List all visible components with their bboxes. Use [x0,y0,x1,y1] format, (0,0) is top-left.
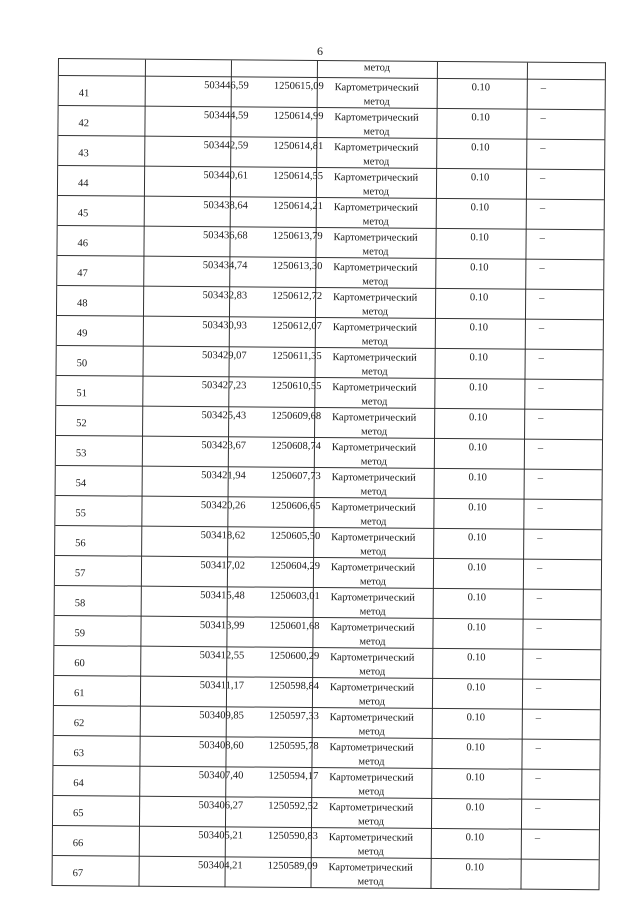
point-number: 48 [77,298,88,310]
accuracy-value: 0.10 [468,532,487,544]
coordinate-x: 503423,67 [201,440,247,452]
method-line-1: Картометрический [330,652,415,664]
method-cell [320,411,428,440]
method-line-1: Картометрический [333,262,418,274]
method-line-2: метод [359,636,386,648]
point-number: 44 [77,178,89,190]
method-cell [318,681,426,710]
method-cell [319,561,427,590]
table-row [52,856,598,890]
method-cell [319,591,427,620]
table-row [54,706,600,740]
method-line-2: метод [361,306,389,318]
note-value: – [540,112,546,124]
accuracy-value: 0.10 [469,352,488,364]
coordinate-x: 503405,21 [198,830,243,842]
method-cell [322,171,430,200]
coordinate-x: 503421,94 [201,470,246,482]
method-line-1: Картометрический [334,112,419,124]
method-cell [319,501,427,530]
coordinate-y: 1250595,78 [268,740,319,753]
coordinate-y: 1250613,79 [272,230,323,243]
coordinate-x: 503430,93 [202,320,247,332]
method-line-2: метод [361,336,388,348]
method-cell [322,111,430,140]
method-cell [321,261,429,290]
method-line-1: Картометрический [334,142,419,154]
point-number: 57 [74,568,86,580]
accuracy-value: 0.10 [466,772,485,784]
method-cell [322,201,430,230]
table-row [58,106,604,140]
coordinate-y: 1250615,09 [273,80,324,93]
coordinate-y: 1250590,83 [267,830,318,843]
method-line-1: Картометрический [330,562,416,574]
point-number: 67 [72,868,84,880]
method-line-1: Картометрический [333,202,418,214]
method-line-1: Картометрический [332,352,417,364]
method-cell [321,231,429,260]
note-value: – [540,172,546,184]
method-line-2: метод [360,546,387,558]
point-number: 55 [75,508,86,520]
coordinate-x: 503409,85 [199,710,244,722]
method-line-1: Картометрический [331,502,416,514]
coordinate-y: 1250609,68 [271,410,322,423]
note-value: – [539,292,545,304]
method-cell [317,831,425,860]
note-value: – [538,412,544,424]
method-cell [318,621,426,650]
note-value: – [539,232,545,244]
coordinate-y: 1250594,17 [268,770,319,783]
method-line-2: метод [360,426,388,438]
coordinate-y: 1250614,81 [273,140,324,153]
table-row [56,466,602,500]
coordinate-x: 503444,59 [203,110,249,122]
coordinate-y: 1250604,29 [270,560,321,573]
note-value: – [535,712,542,724]
point-number: 43 [78,148,89,160]
table-row [53,796,599,830]
method-line-2: метод [357,816,385,828]
method-line-2: метод [361,366,388,378]
note-value: – [539,202,546,214]
note-value: – [536,592,543,604]
note-value: – [537,532,543,544]
method-line-1: Картометрический [334,82,419,94]
method-line-2: метод [359,606,386,618]
coordinate-x: 503440,61 [203,170,249,182]
note-value: – [536,652,542,664]
coordinate-y: 1250612,07 [271,320,322,333]
point-number: 56 [75,538,86,550]
point-number: 49 [76,328,88,340]
method-line-1: Картометрический [328,802,414,814]
coordinate-y: 1250610,55 [271,380,322,393]
point-number: 62 [73,718,85,730]
method-line-1: Картометрический [332,412,417,424]
table-row [58,136,604,170]
coordinates-table [51,58,605,890]
note-value: – [537,472,544,484]
point-number: 58 [74,598,86,610]
table-row [59,76,605,110]
coordinate-y: 1250589,09 [267,860,318,873]
accuracy-value: 0.10 [467,622,486,634]
accuracy-value: 0.10 [466,682,486,694]
note-value: – [536,562,543,574]
method-line-1: Картометрический [329,742,414,754]
point-number: 59 [74,628,86,640]
note-value: – [537,442,544,454]
accuracy-value: 0.10 [465,802,485,814]
method-line-1: Картометрический [331,442,417,454]
method-cell [320,351,428,380]
method-line-2: метод [362,186,390,198]
coordinate-x: 503432,83 [202,290,248,302]
coordinate-x: 503418,62 [200,530,246,542]
method-continuation: метод [363,62,390,74]
method-line-1: Картометрический [329,712,414,724]
table-row [58,166,604,200]
accuracy-value: 0.10 [465,832,485,844]
page-number: 6 [317,44,323,58]
table-row [55,586,601,620]
accuracy-value: 0.10 [471,142,490,154]
method-line-2: метод [360,456,387,468]
method-line-2: метод [362,216,389,228]
note-value: – [535,802,541,814]
accuracy-value: 0.10 [470,232,489,244]
method-line-2: метод [357,846,384,858]
coordinate-x: 503438,64 [203,200,248,212]
coordinate-y: 1250601,68 [269,620,320,633]
table-row [55,526,601,560]
note-value: – [538,322,545,334]
coordinate-y: 1250608,74 [271,440,321,453]
coordinate-y: 1250606,65 [270,500,321,513]
coordinate-x: 503415,48 [200,590,245,602]
accuracy-value: 0.10 [468,472,487,484]
method-cell [320,471,428,500]
accuracy-value: 0.10 [469,322,489,334]
method-line-1: Картометрический [333,172,419,184]
point-number: 41 [78,88,90,100]
coordinate-x: 503446,59 [204,80,249,92]
table-row [53,736,599,770]
accuracy-value: 0.10 [467,592,487,604]
coordinate-y: 1250614,99 [273,110,324,123]
point-number: 53 [75,448,87,460]
coordinate-x: 503442,59 [203,140,249,152]
point-number: 52 [76,418,87,430]
method-line-1: Картометрический [329,682,415,694]
coordinate-y: 1250611,35 [272,350,322,363]
table-body [52,76,604,890]
method-line-2: метод [363,156,390,168]
coordinate-y: 1250598,84 [269,680,320,693]
accuracy-value: 0.10 [470,202,490,214]
method-cell [317,801,425,830]
method-line-1: Картометрический [332,322,418,334]
method-cell [317,771,425,800]
table-row [57,346,603,380]
note-value: – [534,832,541,844]
accuracy-value: 0.10 [468,412,488,424]
method-line-2: метод [359,666,386,678]
method-cell [319,531,427,560]
table-row [55,496,601,530]
method-cell [316,861,424,890]
table-row [53,826,599,860]
table-row [54,646,600,680]
accuracy-value: 0.10 [467,652,486,664]
coordinate-y: 1250612,72 [272,290,323,303]
point-number: 66 [72,838,84,850]
method-line-2: метод [359,576,386,588]
method-line-2: метод [360,486,387,498]
coordinate-x: 503408,60 [198,740,244,752]
point-number: 45 [77,208,89,220]
note-value: – [535,772,541,784]
method-line-2: метод [363,96,390,108]
note-value: – [539,262,545,274]
accuracy-value: 0.10 [471,112,490,124]
method-line-1: Картометрический [330,622,415,634]
coordinate-y: 1250605,50 [270,530,321,543]
method-cell [320,441,428,470]
table-row [53,766,599,800]
method-line-2: метод [361,396,388,408]
note-value: – [540,142,546,154]
table-row [56,436,602,470]
method-line-1: Картометрический [333,232,418,244]
method-line-1: Картометрический [329,772,414,784]
point-number: 47 [77,268,88,280]
table-row [57,286,603,320]
table-row [57,226,603,260]
method-line-2: метод [358,726,385,738]
accuracy-value: 0.10 [466,712,486,724]
note-value: – [536,622,542,634]
coordinate-x: 503420,26 [200,500,246,512]
method-line-1: Картометрический [328,832,414,844]
coordinate-y: 1250607,73 [270,470,321,483]
accuracy-value: 0.10 [469,382,488,394]
method-line-2: метод [362,276,389,288]
accuracy-value: 0.10 [468,442,488,454]
coordinate-x: 503406,27 [198,800,244,812]
method-line-1: Картометрический [331,472,416,484]
note-value: – [540,82,547,94]
table-row [56,406,602,440]
point-number: 65 [73,808,84,820]
point-number: 54 [75,478,87,490]
point-number: 51 [76,388,87,400]
coordinate-y: 1250597,33 [268,710,319,723]
accuracy-value: 0.10 [471,82,491,94]
table-grid [51,58,605,890]
method-cell [321,291,429,320]
accuracy-value: 0.10 [467,562,487,574]
coordinate-y: 1250592,52 [268,800,319,813]
note-value: – [538,352,544,364]
point-number: 46 [77,238,89,250]
method-cell [318,651,426,680]
table-row [57,256,603,290]
method-line-1: Картометрический [328,862,413,874]
method-cell [318,711,426,740]
method-cell [322,141,430,170]
coordinate-x: 503404,21 [197,860,243,872]
table-row [54,676,600,710]
accuracy-value: 0.10 [466,742,485,754]
method-line-2: метод [357,876,384,888]
point-number: 63 [73,748,85,760]
note-value: – [538,382,544,394]
coordinate-y: 1250603,01 [269,590,320,603]
point-number: 61 [73,688,85,700]
table-row [55,556,601,590]
method-line-2: метод [358,696,386,708]
point-number: 42 [78,118,90,130]
method-line-1: Картометрический [332,292,418,304]
coordinate-x: 503407,40 [198,770,244,782]
method-cell [323,81,431,110]
coordinate-y: 1250600,29 [269,650,320,663]
table-row [54,616,600,650]
note-value: – [536,682,542,694]
coordinate-x: 503436,68 [202,230,248,242]
table-row [56,376,602,410]
method-line-2: метод [363,126,390,138]
coordinate-x: 503417,02 [200,560,246,572]
accuracy-value: 0.10 [465,862,484,874]
method-line-2: метод [362,246,389,258]
table-row [57,316,603,350]
coordinate-x: 503412,55 [199,650,245,662]
accuracy-value: 0.10 [470,262,489,274]
method-cell [320,381,428,410]
accuracy-value: 0.10 [470,172,490,184]
method-line-2: метод [358,756,385,768]
method-line-1: Картометрический [331,532,416,544]
coordinate-x: 503411,17 [199,680,245,692]
coordinate-x: 503429,07 [201,350,247,362]
accuracy-value: 0.10 [469,292,489,304]
method-line-1: Картометрический [330,592,415,604]
point-number: 64 [73,778,84,790]
coordinate-x: 503427,23 [201,380,247,392]
method-cell [317,741,425,770]
coordinate-x: 503434,74 [202,260,248,272]
coordinate-y: 1250614,21 [272,200,323,213]
coordinate-y: 1250614,55 [273,170,324,183]
method-line-2: метод [360,516,387,528]
coordinate-x: 503413,99 [199,620,245,632]
accuracy-value: 0.10 [468,502,487,514]
coordinate-x: 503425,43 [201,410,247,422]
method-line-1: Картометрический [332,382,417,394]
note-value: – [535,742,541,754]
note-value: – [537,502,543,514]
point-number: 50 [76,358,88,370]
point-number: 60 [74,658,85,670]
coordinate-y: 1250613,30 [272,260,323,273]
table-row [58,196,604,230]
method-line-2: метод [358,786,385,798]
method-cell [321,321,429,350]
